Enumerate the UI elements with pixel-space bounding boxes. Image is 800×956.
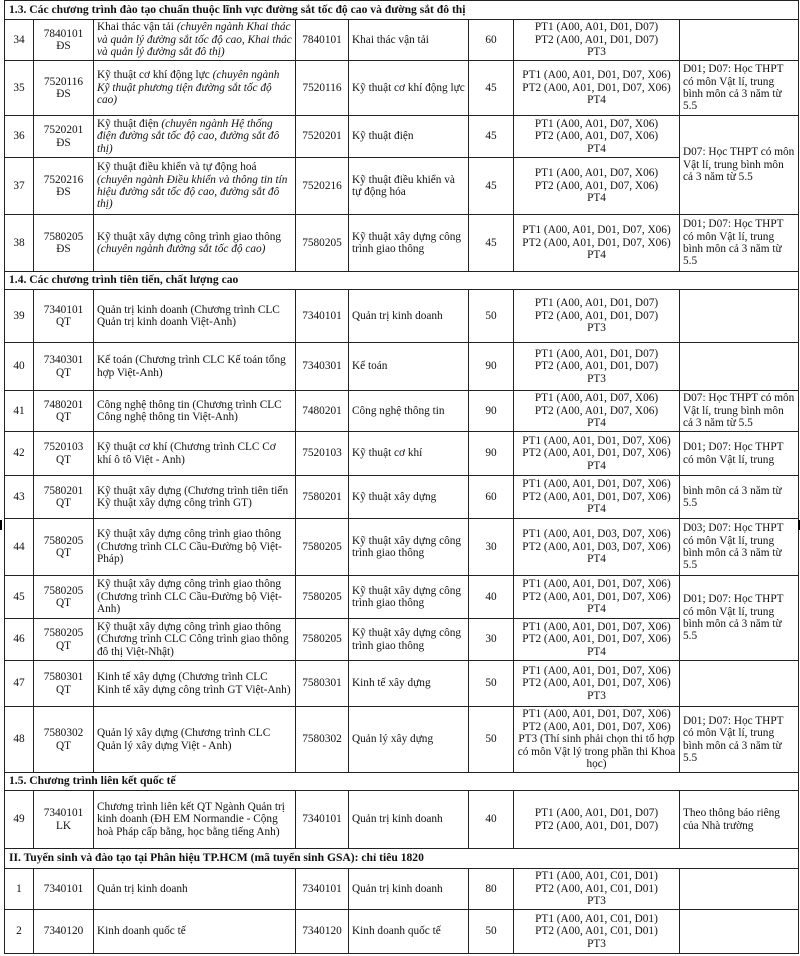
code-suffix: ĐS: [56, 40, 71, 52]
method-2: PT2 (A00, A01, D01, D07, X06): [522, 236, 671, 249]
note: D03; D07: Học THPT có môn Vật lí, trung bình môn cả 3 năm từ 5.5: [680, 519, 799, 576]
method-1: PT1 (A00, A01, D07, X06): [534, 117, 659, 130]
major-name: Quản trị kinh doanh: [349, 290, 469, 343]
method-3: PT4: [587, 192, 606, 205]
program-code: [34, 116, 94, 158]
major-name: Kế toán: [349, 343, 469, 391]
method-2: PT2 (A00, A01, D03, D07, X06): [522, 540, 671, 553]
major-name: Kinh tế xây dựng: [349, 661, 469, 707]
admission-methods: [514, 619, 680, 661]
method-2: PT2 (A00, A01, D01, D07): [534, 360, 659, 373]
major-name: Khai thác vận tải: [349, 20, 469, 61]
section-header: [5, 849, 799, 869]
note: D01; D07: Học THPT có môn Vật lí, trung bình môn cả 3 năm từ 5.5: [680, 215, 799, 272]
major-name: Kỹ thuật điều khiển và tự động hóa: [349, 158, 469, 215]
program-code: 7340101: [34, 869, 94, 910]
admission-methods: [514, 432, 680, 476]
method-3: PT4: [587, 94, 606, 107]
note: [680, 661, 799, 707]
quota: 30: [469, 519, 514, 576]
major-code: 7840101: [296, 20, 349, 61]
program-name: Kỹ thuật xây dựng (Chương trình tiên tiến Kỹ thuật xây dựng công trình GT): [94, 476, 296, 519]
row-number: 41: [5, 391, 34, 432]
note: D07: Học THPT có môn Vật lí, trung bình môn cả 3 năm từ 5.5: [680, 116, 799, 215]
table-row: [5, 519, 799, 576]
program-name: Kinh doanh quốc tế: [94, 910, 296, 954]
row-number: 42: [5, 432, 34, 476]
note: [680, 910, 799, 954]
note: D01; D07: Học THPT có môn Vật lí, trung: [680, 432, 799, 476]
method-1: PT1 (A00, A01, D01, D07, X06): [522, 664, 671, 677]
code-suffix: QT: [55, 316, 72, 328]
major-name: Kỹ thuật xây dựng: [349, 476, 469, 519]
table-row: [5, 791, 799, 849]
program-main: Kỹ thuật cơ khí động lực: [97, 69, 213, 82]
major-code: 7580302: [296, 707, 349, 773]
section-title: 1.4. Các chương trình tiên tiến, chất lượng cao: [5, 272, 799, 290]
row-number: 47: [5, 661, 34, 707]
program-main: Khai thác vận tải: [97, 21, 177, 34]
code-number: 7580205: [43, 584, 84, 597]
major-name: Kỹ thuật xây dựng công trình giao thông: [349, 215, 469, 272]
table-row: [5, 158, 799, 215]
table-row: [5, 432, 799, 476]
table-row: [5, 576, 799, 619]
major-code: 7340120: [296, 910, 349, 954]
code-number: 7520116: [43, 75, 84, 88]
row-number: 39: [5, 290, 34, 343]
program-main: Kỹ thuật xây dựng công trình giao thông: [97, 230, 282, 243]
row-number: 44: [5, 519, 34, 576]
program-name: [94, 61, 296, 116]
method-2: PT2 (A00, A01, C01, D01): [535, 925, 658, 938]
method-2: PT2 (A00, A01, D01, D07, X06): [522, 720, 671, 733]
major-code: 7340101: [296, 791, 349, 849]
note: [680, 290, 799, 343]
code-suffix: LK: [55, 819, 72, 832]
method-3: PT4: [587, 459, 606, 472]
section-title: 1.5. Chương trình liên kết quốc tế: [5, 773, 799, 791]
row-number: 35: [5, 61, 34, 116]
method-1: PT1 (A00, A01, C01, D01): [535, 912, 658, 925]
method-3: PT4: [587, 142, 606, 155]
program-name: Kỹ thuật xây dựng công trình giao thông (Chương trình CLC Công trình giao thông đô thị Việt-Nhật): [94, 619, 296, 661]
method-1: PT1 (A00, A01, D01, D07, X06): [522, 620, 671, 633]
code-number: 7580205: [43, 230, 84, 243]
section-header: [5, 1, 799, 20]
admission-methods: [514, 116, 680, 158]
row-number: 49: [5, 791, 34, 849]
method-3: PT4: [587, 603, 606, 616]
code-suffix: QT: [55, 411, 72, 423]
program-name: Công nghệ thông tin (Chương trình CLC Công nghệ thông tin Việt-Anh): [94, 391, 296, 432]
major-code: 7580205: [296, 576, 349, 619]
table-row: [5, 910, 799, 954]
code-number: 7580205: [43, 627, 84, 640]
note: D07: Học THPT có môn Vật lí, trung bình môn cả 3 năm từ 5.5: [680, 391, 799, 432]
method-3: PT4: [587, 417, 606, 430]
row-number: 45: [5, 576, 34, 619]
code-number: 7340101: [43, 807, 84, 820]
code-number: 7580201: [43, 484, 84, 497]
program-code: [34, 519, 94, 576]
admission-methods: [514, 215, 680, 272]
note: bình môn cả 3 năm từ 5.5: [680, 476, 799, 519]
row-number: 43: [5, 476, 34, 519]
major-name: Kỹ thuật điện: [349, 116, 469, 158]
method-2: PT2 (A00, A01, D07, X06): [534, 130, 659, 143]
row-number: 2: [5, 910, 34, 954]
program-name: Quản trị kinh doanh: [94, 869, 296, 910]
program-name: [94, 116, 296, 158]
method-2: PT2 (A00, A01, D01, D07, X06): [522, 81, 671, 94]
program-name: [94, 20, 296, 61]
major-name: Công nghệ thông tin: [349, 391, 469, 432]
quota: 60: [469, 476, 514, 519]
program-code: [34, 391, 94, 432]
admission-methods: [514, 910, 680, 954]
code-suffix: QT: [55, 497, 72, 509]
code-suffix: QT: [55, 597, 72, 609]
program-code: [34, 158, 94, 215]
row-number: 34: [5, 20, 34, 61]
quota: 50: [469, 290, 514, 343]
program-code: [34, 707, 94, 773]
program-name: Quản trị kinh doanh (Chương trình CLC Quản trị kinh doanh Việt-Anh): [94, 290, 296, 343]
admission-methods: [514, 661, 680, 707]
row-number: 37: [5, 158, 34, 215]
major-code: 7520216: [296, 158, 349, 215]
quota: 45: [469, 61, 514, 116]
major-code: 7580301: [296, 661, 349, 707]
program-code: [34, 576, 94, 619]
code-number: 7340101: [43, 303, 84, 316]
method-2: PT2 (A00, A01, D01, D07, X06): [522, 633, 671, 646]
method-1: PT1 (A00, A01, D01, D07, X06): [522, 578, 671, 591]
method-3: PT4: [587, 553, 606, 566]
program-specialization: (chuyên ngành Kỹ thuật phương tiện đường sắt tốc độ cao): [97, 69, 280, 107]
row-number: 40: [5, 343, 34, 391]
method-2: PT2 (A00, A01, D01, D07): [534, 33, 659, 46]
major-code: 7580201: [296, 476, 349, 519]
method-3: PT4: [587, 249, 606, 262]
program-code: 7340120: [34, 910, 94, 954]
method-1: PT1 (A00, A01, C01, D01): [535, 870, 658, 883]
code-suffix: ĐS: [56, 243, 71, 255]
code-number: 7580301: [43, 671, 84, 684]
table-row: [5, 869, 799, 910]
quota: 80: [469, 869, 514, 910]
major-code: 7580205: [296, 215, 349, 272]
program-name: Kỹ thuật cơ khí (Chương trình CLC Cơ khí ô tô Việt - Anh): [94, 432, 296, 476]
table-row: [5, 61, 799, 116]
method-2: PT2 (A00, A01, D07, X06): [534, 404, 659, 417]
quota: 40: [469, 576, 514, 619]
admission-methods: [514, 20, 680, 61]
method-2: PT2 (A00, A01, D07, X06): [534, 179, 659, 192]
note: D01; D07: Học THPT có môn Vật lí, trung bình môn cả 3 năm từ 5.5: [680, 576, 799, 661]
method-3: PT3: [587, 895, 606, 908]
quota: 45: [469, 116, 514, 158]
admission-methods: [514, 61, 680, 116]
code-number: 7480201: [43, 398, 84, 411]
program-main: Kỹ thuật điện: [97, 117, 162, 130]
code-number: 7520201: [43, 124, 84, 137]
quota: 50: [469, 661, 514, 707]
program-code: [34, 661, 94, 707]
method-2: PT2 (A00, A01, D01, D07): [534, 819, 659, 832]
row-number: 38: [5, 215, 34, 272]
admission-methods: [514, 290, 680, 343]
program-name: Kế toán (Chương trình CLC Kế toán tổng hợp Việt-Anh): [94, 343, 296, 391]
major-name: Quản lý xây dựng: [349, 707, 469, 773]
program-specialization: (chuyên ngành Khai thác và quản lý đường sắt tốc độ cao, Khai thác và quản lý đường sắt đô thị): [97, 21, 292, 59]
quota: 40: [469, 791, 514, 849]
code-number: 7840101: [43, 27, 84, 40]
program-code: [34, 290, 94, 343]
table-row: [5, 619, 799, 661]
section-title: II. Tuyển sinh và đào tạo tại Phân hiệu TP.HCM (mã tuyển sinh GSA): chỉ tiêu 1820: [5, 849, 799, 869]
code-number: 7340301: [43, 354, 84, 367]
major-name: Kỹ thuật xây dựng công trình giao thông: [349, 576, 469, 619]
table-row: [5, 215, 799, 272]
quota: 90: [469, 343, 514, 391]
code-suffix: ĐS: [56, 136, 71, 149]
table-row: [5, 661, 799, 707]
method-1: PT1 (A00, A01, D03, D07, X06): [522, 528, 671, 541]
program-main: Kỹ thuật điều khiển và tự động hoá: [97, 161, 257, 174]
admission-methods: [514, 576, 680, 619]
note: Theo thông báo riêng của Nhà trường: [680, 791, 799, 849]
method-3: PT3 (Thí sinh phải chọn thi tổ hợp có môn Vật lý trong phần thi Khoa học): [517, 733, 676, 771]
code-suffix: QT: [55, 639, 72, 652]
quota: 30: [469, 619, 514, 661]
program-code: [34, 20, 94, 61]
program-specialization: (chuyên ngành đường sắt tốc độ cao): [97, 243, 266, 255]
code-suffix: QT: [55, 366, 72, 379]
row-number: 36: [5, 116, 34, 158]
method-2: PT2 (A00, A01, D01, D07, X06): [522, 590, 671, 603]
code-suffix: QT: [55, 547, 72, 559]
method-1: PT1 (A00, A01, D01, D07, X06): [522, 69, 671, 82]
major-code: 7520201: [296, 116, 349, 158]
method-1: PT1 (A00, A01, D01, D07): [534, 297, 659, 310]
note: [680, 343, 799, 391]
method-2: PT2 (A00, A01, D01, D07, X06): [522, 447, 671, 460]
major-name: Quản trị kinh doanh: [349, 791, 469, 849]
major-code: 7520103: [296, 432, 349, 476]
method-1: PT1 (A00, A01, D01, D07): [534, 21, 659, 34]
note: D01; D07: Học THPT có môn Vật lí, trung bình môn cả 3 năm từ 5.5: [680, 707, 799, 773]
code-number: 7520216: [43, 173, 84, 186]
method-1: PT1 (A00, A01, D01, D07, X06): [522, 478, 671, 491]
code-suffix: QT: [55, 683, 72, 696]
quota: 45: [469, 215, 514, 272]
table-row: [5, 707, 799, 773]
table-row: [5, 116, 799, 158]
program-name: [94, 215, 296, 272]
row-number: 1: [5, 869, 34, 910]
admission-methods: [514, 476, 680, 519]
program-code: [34, 791, 94, 849]
method-2: PT2 (A00, A01, D01, D07, X06): [522, 490, 671, 503]
program-name: Kinh tế xây dựng (Chương trình CLC Kinh tế xây dựng công trình GT Việt-Anh): [94, 661, 296, 707]
code-number: 7580205: [43, 534, 84, 547]
method-3: PT4: [587, 503, 606, 516]
left-edge-mark: [0, 520, 2, 530]
code-number: 7520103: [43, 441, 84, 454]
major-code: 7340101: [296, 290, 349, 343]
table-row: [5, 343, 799, 391]
method-2: PT2 (A00, A01, D01, D07): [534, 309, 659, 322]
method-3: PT3: [587, 322, 606, 335]
row-number: 46: [5, 619, 34, 661]
program-code: [34, 619, 94, 661]
method-1: PT1 (A00, A01, D01, D07): [534, 347, 659, 360]
program-name: [94, 158, 296, 215]
table-row: [5, 20, 799, 61]
method-3: PT4: [587, 645, 606, 658]
method-1: PT1 (A00, A01, D01, D07): [534, 807, 659, 820]
major-name: Kỹ thuật cơ khí: [349, 432, 469, 476]
admission-table: [4, 0, 799, 954]
major-code: 7340301: [296, 343, 349, 391]
section-header: [5, 272, 799, 290]
program-code: [34, 61, 94, 116]
method-3: PT3: [587, 937, 606, 950]
row-number: 48: [5, 707, 34, 773]
note: [680, 20, 799, 61]
admission-methods: [514, 343, 680, 391]
method-1: PT1 (A00, A01, D01, D07, X06): [522, 708, 671, 721]
major-name: Kỹ thuật xây dựng công trình giao thông: [349, 519, 469, 576]
quota: 90: [469, 432, 514, 476]
code-suffix: QT: [55, 453, 72, 466]
method-3: PT3: [587, 689, 606, 702]
code-suffix: QT: [55, 739, 72, 752]
program-specialization: (chuyên ngành Điều khiển và thông tin tín hiệu đường sắt tốc độ cao, đường sắt đô thị): [97, 173, 288, 211]
admission-methods: [514, 391, 680, 432]
program-code: [34, 432, 94, 476]
quota: 45: [469, 158, 514, 215]
major-name: Kỹ thuật cơ khí động lực: [349, 61, 469, 116]
admission-methods: [514, 158, 680, 215]
admission-methods: [514, 791, 680, 849]
admission-methods: [514, 519, 680, 576]
section-header: [5, 773, 799, 791]
major-code: 7340101: [296, 869, 349, 910]
program-code: [34, 215, 94, 272]
table-row: [5, 391, 799, 432]
quota: 60: [469, 20, 514, 61]
quota: 50: [469, 910, 514, 954]
major-name: Kinh doanh quốc tế: [349, 910, 469, 954]
note: [680, 869, 799, 910]
program-code: [34, 476, 94, 519]
code-number: 7580302: [43, 727, 84, 740]
program-code: [34, 343, 94, 391]
quota: 90: [469, 391, 514, 432]
major-code: 7580205: [296, 619, 349, 661]
admission-methods: [514, 707, 680, 773]
program-name: Chương trình liên kết QT Ngành Quản trị kinh doanh (ĐH EM Normandie - Cộng hoà Pháp cấp bằng, học bằng tiếng Anh): [94, 791, 296, 849]
method-2: PT2 (A00, A01, C01, D01): [535, 882, 658, 895]
program-name: Kỹ thuật xây dựng công trình giao thông (Chương trình CLC Cầu-Đường bộ Việt-Pháp): [94, 519, 296, 576]
quota: 50: [469, 707, 514, 773]
section-title: 1.3. Các chương trình đào tạo chuẩn thuộc lĩnh vực đường sắt tốc độ cao và đường sắt đô thị: [5, 1, 799, 20]
major-code: 7520116: [296, 61, 349, 116]
method-1: PT1 (A00, A01, D01, D07, X06): [522, 224, 671, 237]
method-1: PT1 (A00, A01, D07, X06): [534, 392, 659, 405]
program-name: Kỹ thuật xây dựng công trình giao thông (Chương trình CLC Cầu-Đường bộ Việt-Anh): [94, 576, 296, 619]
program-specialization: (chuyên ngành Hệ thống điện đường sắt tốc độ cao, đường sắt đô thị): [97, 117, 280, 155]
program-name: Quản lý xây dựng (Chương trình CLC Quản lý xây dựng Việt - Anh): [94, 707, 296, 773]
method-2: PT2 (A00, A01, D01, D07, X06): [522, 677, 671, 690]
note: D01; D07: Học THPT có môn Vật lí, trung bình môn cả 3 năm từ 5.5: [680, 61, 799, 116]
method-3: PT3: [587, 46, 606, 59]
major-code: 7480201: [296, 391, 349, 432]
major-code: 7580205: [296, 519, 349, 576]
method-3: PT3: [587, 372, 606, 385]
admission-methods: [514, 869, 680, 910]
method-1: PT1 (A00, A01, D07, X06): [534, 167, 659, 180]
major-name: Kỹ thuật xây dựng công trình giao thông: [349, 619, 469, 661]
major-name: Quản trị kinh doanh: [349, 869, 469, 910]
code-suffix: ĐS: [56, 186, 71, 198]
table-row: [5, 476, 799, 519]
method-1: PT1 (A00, A01, D01, D07, X06): [522, 434, 671, 447]
code-suffix: ĐS: [56, 88, 71, 100]
table-row: [5, 290, 799, 343]
